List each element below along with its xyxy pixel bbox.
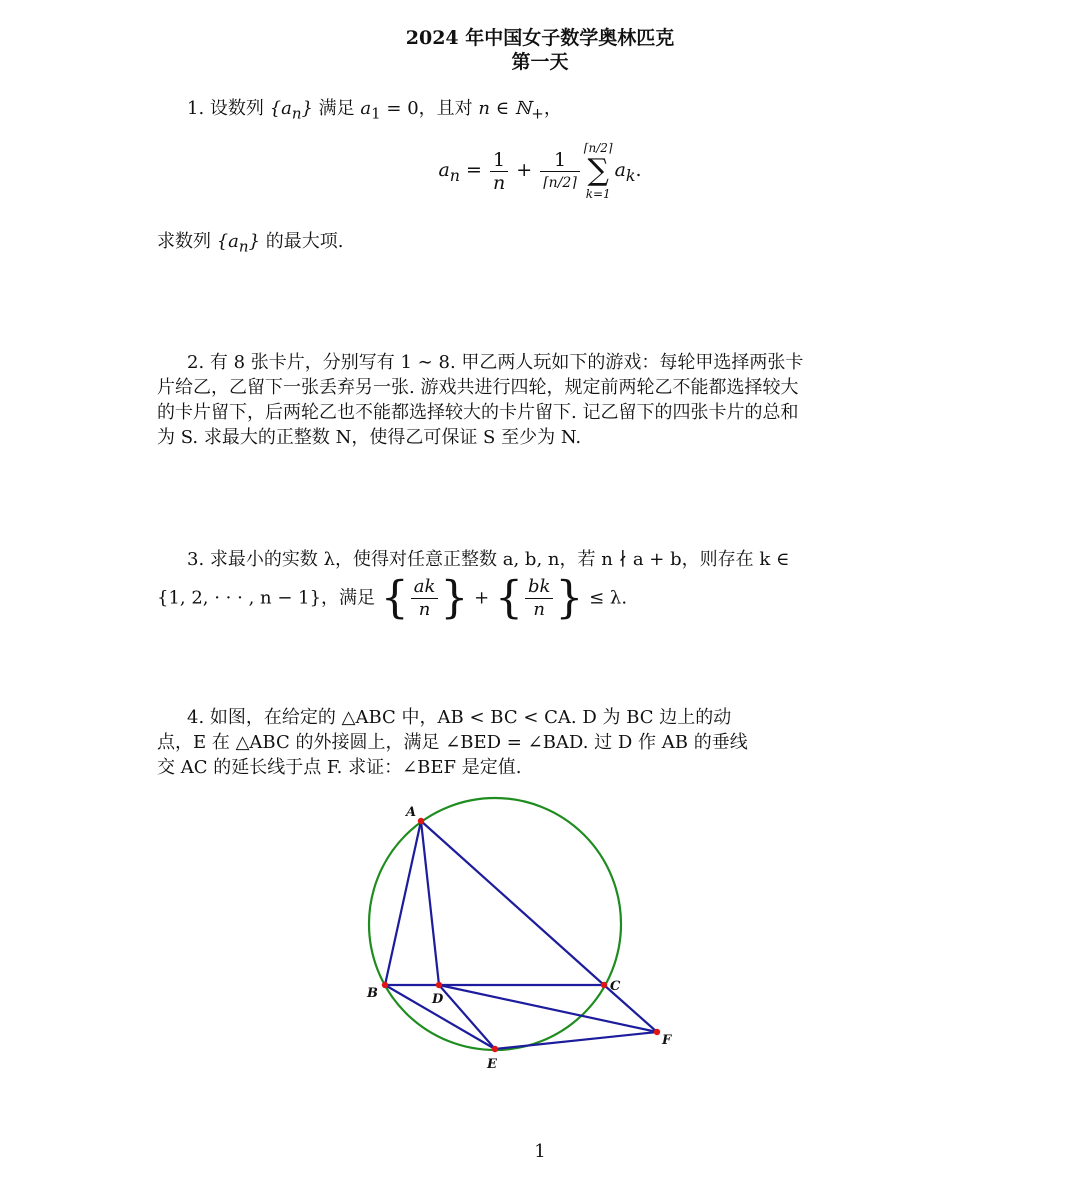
- problem-2-statement: 2. 有 8 张卡片，分别写有 1 ∼ 8. 甲乙两人玩如下的游戏：每轮甲选择两张卡 片给乙，乙留下一张丢弃另一张. 游戏共进行四轮，规定前两轮乙不能都选择较大 的卡片留下，后两轮乙也不能都选择较大的卡片留下. 记乙留下的四张卡片的总和 为 S. 求最大的正整数 N，使得乙可保证 S 至少为 N.: [157, 352, 804, 448]
- day-subtitle: 第一天: [511, 51, 569, 73]
- label-a: A: [406, 805, 417, 820]
- segment-ac: [421, 821, 604, 985]
- problem-4-statement: 4. 如图，在给定的 △ABC 中，AB < BC < CA. D 为 BC 边上的动 点，E 在 △ABC 的外接圆上，满足 ∠BED = ∠BAD. 过 D 作 AB 的垂线 交 AC 的延长线于点 F. 求证：∠BEF 是定值.: [157, 707, 748, 778]
- point-f: [654, 1029, 660, 1035]
- fraction-ak-over-n: $\frac{ak}{n}$: [411, 576, 439, 621]
- summation-sign: ⌈n/2⌉ ∑ k=1: [583, 141, 613, 201]
- fraction-1-over-ceil: $\frac{1}{⌈n/2⌉}$: [540, 149, 580, 194]
- point-d: [436, 982, 442, 988]
- point-b: [382, 982, 388, 988]
- document-title: 2024 年中国女子数学奥林匹克: [405, 27, 675, 49]
- circumcircle: [369, 798, 621, 1050]
- label-e: E: [487, 1057, 497, 1072]
- page-number: 1: [534, 1141, 546, 1162]
- fraction-1-over-n: $\frac{1}{n}$: [490, 149, 508, 194]
- segment-df: [439, 985, 657, 1032]
- point-e: [492, 1046, 498, 1052]
- problem-1-number: 1.: [187, 98, 210, 119]
- label-f: F: [662, 1033, 672, 1048]
- label-b: B: [367, 986, 378, 1001]
- fraction-bk-over-n: $\frac{bk}{n}$: [525, 576, 553, 621]
- label-d: D: [432, 992, 444, 1007]
- segment-ab: [385, 821, 421, 985]
- problem-1-statement: 1. 设数列 $\{a_n\}$ 满足 $a_1 = 0$，且对 n ∈ ℕ$_+$，: [187, 98, 562, 123]
- point-a: [418, 818, 424, 824]
- label-c: C: [610, 979, 621, 994]
- segment-ef: [495, 1032, 657, 1049]
- problem-3-statement: 3. 求最小的实数 λ，使得对任意正整数 a, b, n，若 n ∤ a + b，则存在 k ∈ {1, 2, · · · , n − 1}，满足 { $\frac{ak}{n}$ } + { $\frac{bk}{n}$ } ≤ λ.: [157, 549, 790, 624]
- problem-1-formula: $a_n$ = $\frac{1}{n}$ + $\frac{1}{⌈n/2⌉}$ ⌈n/2⌉ ∑ k=1 $a_k$.: [438, 141, 642, 201]
- point-c: [601, 982, 607, 988]
- figure-segments: [385, 821, 657, 1049]
- segment-ad: [421, 821, 439, 985]
- problem-1-question: 求数列 $\{a_n\}$ 的最大项.: [157, 231, 344, 256]
